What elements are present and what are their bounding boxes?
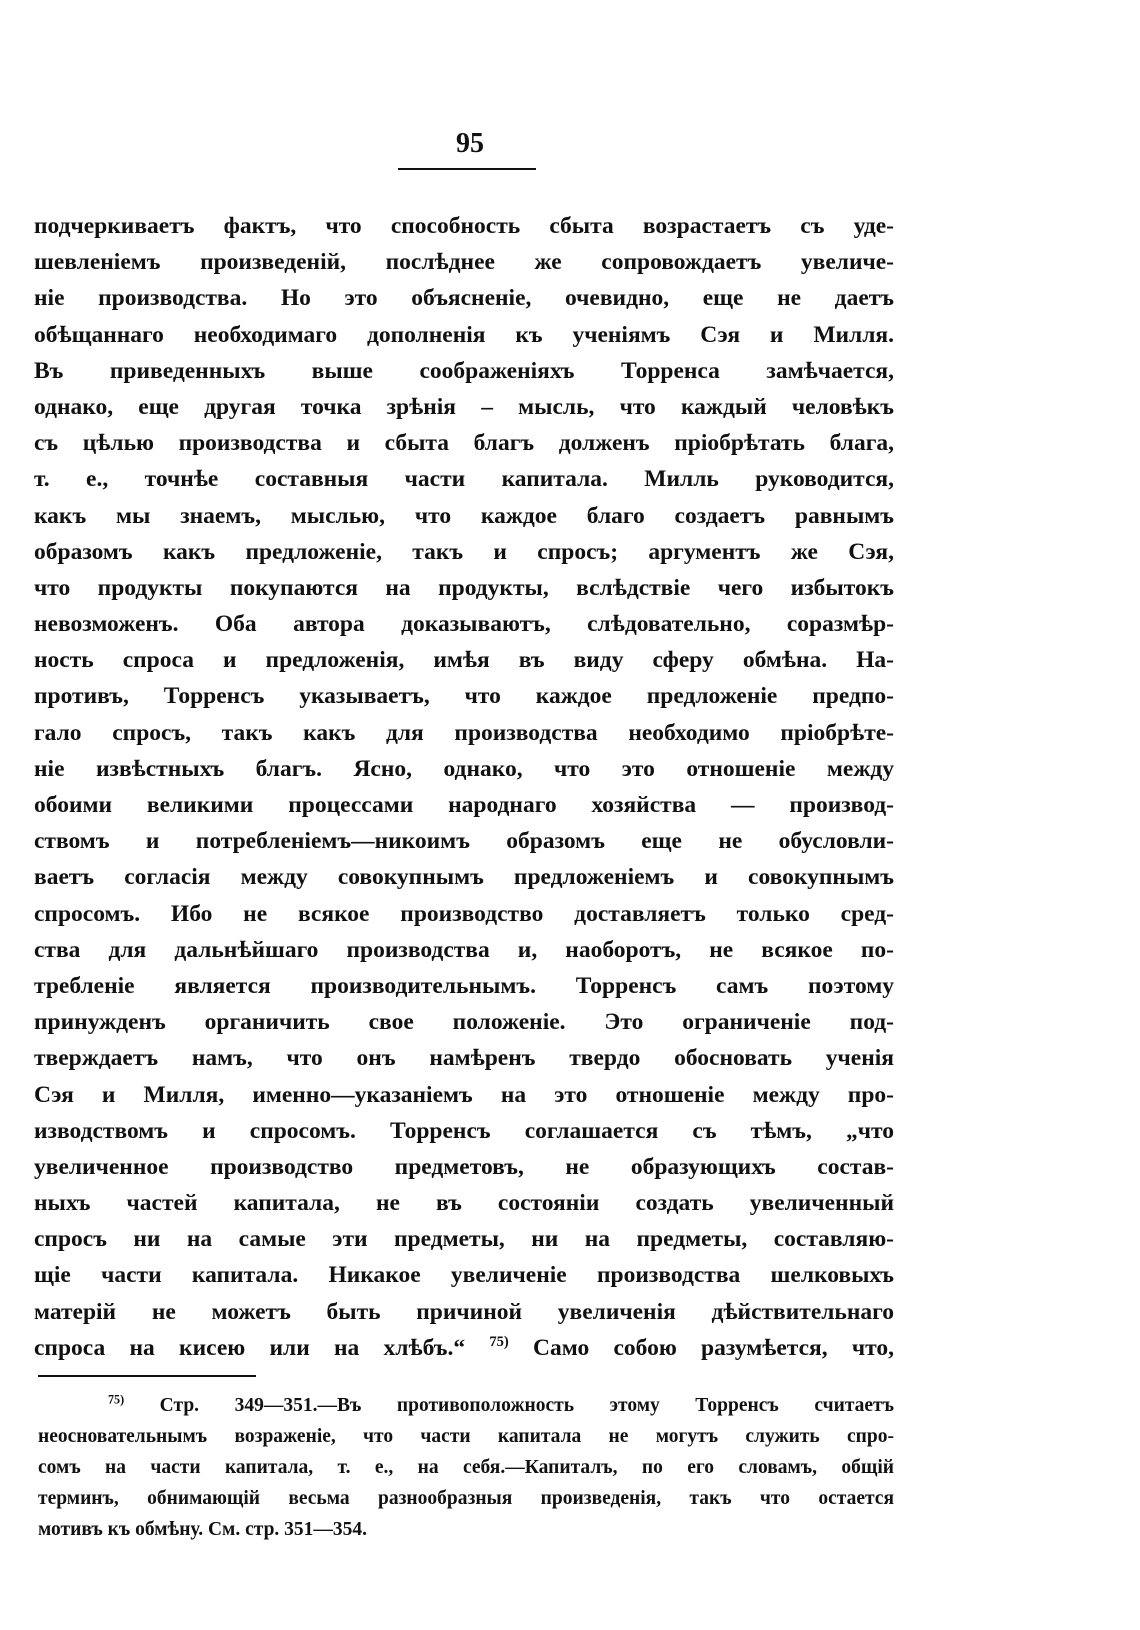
body-line: ства для дальнѣйшаго производства и, наоборотъ, не всякое по-	[34, 936, 894, 963]
body-line: однако, еще другая точка зрѣнія – мысль, что каждый человѣкъ	[34, 393, 894, 420]
body-line: ныхъ частей капитала, не въ состояніи создать увеличенный	[34, 1190, 894, 1217]
footnote-line: сомъ на части капитала, т. е., на себя.—Капиталъ, по его словамъ, общій	[38, 1457, 894, 1478]
body-line: какъ мы знаемъ, мыслью, что каждое благо создаетъ равнымъ	[34, 502, 894, 529]
body-text	[34, 208, 894, 1366]
page-number-rule	[398, 168, 536, 170]
body-line: требленіе является производительнымъ. Торренсъ самъ поэтому	[34, 972, 894, 999]
body-line: щіе части капитала. Никакое увеличеніе производства шелковыхъ	[34, 1262, 894, 1289]
body-line: Въ приведенныхъ выше соображеніяхъ Торренса замѣчается,	[34, 357, 894, 384]
footnote-marker: 75)	[108, 1392, 125, 1407]
body-line: съ цѣлью производства и сбыта благъ долженъ пріобрѣтать блага,	[34, 430, 894, 457]
body-line: спросомъ. Ибо не всякое производство доставляетъ только сред-	[34, 900, 894, 927]
body-line: подчеркиваетъ фактъ, что способность сбыта возрастаетъ съ уде-	[34, 213, 894, 239]
page-number: 95	[456, 128, 484, 159]
body-line: обѣщаннаго необходимаго дополненія къ ученіямъ Сэя и Милля.	[34, 321, 894, 348]
body-line: что продукты покупаются на продукты, вслѣдствіе чего избытокъ	[34, 574, 894, 601]
body-line: ніе производства. Но это объясненіе, очевидно, еще не даетъ	[34, 285, 894, 312]
footnote-rule	[38, 1375, 256, 1377]
body-line-part: спроса на кисею или на хлѣбъ.“	[34, 1334, 466, 1361]
body-line: образомъ какъ предложеніе, такъ и спросъ; аргументъ же Сэя,	[34, 538, 894, 565]
body-line: невозможенъ. Оба автора доказываютъ, слѣдовательно, соразмѣр-	[34, 611, 894, 638]
body-line: обоими великими процессами народнаго хозяйства — производ-	[34, 792, 894, 818]
body-line: противъ, Торренсъ указываетъ, что каждое предложеніе предпо-	[34, 683, 894, 710]
body-line-last	[34, 1330, 894, 1366]
footnote-line: терминъ, обнимающій весьма разнообразныя произведенія, такъ что остается	[38, 1488, 894, 1509]
body-line: тверждаетъ намъ, что онъ намѣренъ твердо обосновать ученія	[34, 1045, 894, 1072]
body-line: шевленіемъ произведеній, послѣднее же сопровождаетъ увеличе-	[34, 249, 894, 276]
footnote-line: мотивъ къ обмѣну. См. стр. 351—354.	[38, 1519, 368, 1540]
body-line: ваетъ согласія между совокупнымъ предложеніемъ и совокупнымъ	[34, 864, 894, 891]
body-line: Сэя и Милля, именно—указаніемъ на это отношеніе между про-	[34, 1081, 894, 1108]
body-line: спросъ ни на самые эти предметы, ни на предметы, составляю-	[34, 1226, 894, 1253]
body-line: т. е., точнѣе составныя части капитала. Милль руководится,	[34, 466, 894, 493]
body-line: ствомъ и потребленіемъ—никоимъ образомъ еще не обусловли-	[34, 828, 894, 855]
body-line-part: Само собою разумѣется, что,	[533, 1334, 894, 1361]
body-line: ніе извѣстныхъ благъ. Ясно, однако, что это отношеніе между	[34, 755, 894, 782]
body-line: гало спросъ, такъ какъ для производства необходимо пріобрѣте-	[34, 719, 894, 746]
body-line: матерій не можетъ быть причиной увеличенія дѣйствительнаго	[34, 1298, 894, 1325]
body-line: ность спроса и предложенія, имѣя въ виду сферу обмѣна. На-	[34, 647, 894, 674]
body-line: изводствомъ и спросомъ. Торренсъ соглашается съ тѣмъ, „что	[34, 1117, 894, 1144]
footnote-line: неосновательнымъ возраженіе, что части капитала не могутъ служить спро-	[38, 1426, 894, 1447]
body-line: увеличенное производство предметовъ, не образующихъ состав-	[34, 1153, 894, 1180]
body-line: принужденъ органичить свое положеніе. Это ограниченіе под-	[34, 1009, 894, 1036]
footnote-text: Стр. 349—351.—Въ противоположность этому Торренсъ считаетъ	[159, 1395, 894, 1416]
footnote-reference[interactable]: 75)	[489, 1333, 509, 1350]
footnote-line	[38, 1390, 894, 1421]
footnote	[38, 1390, 894, 1545]
